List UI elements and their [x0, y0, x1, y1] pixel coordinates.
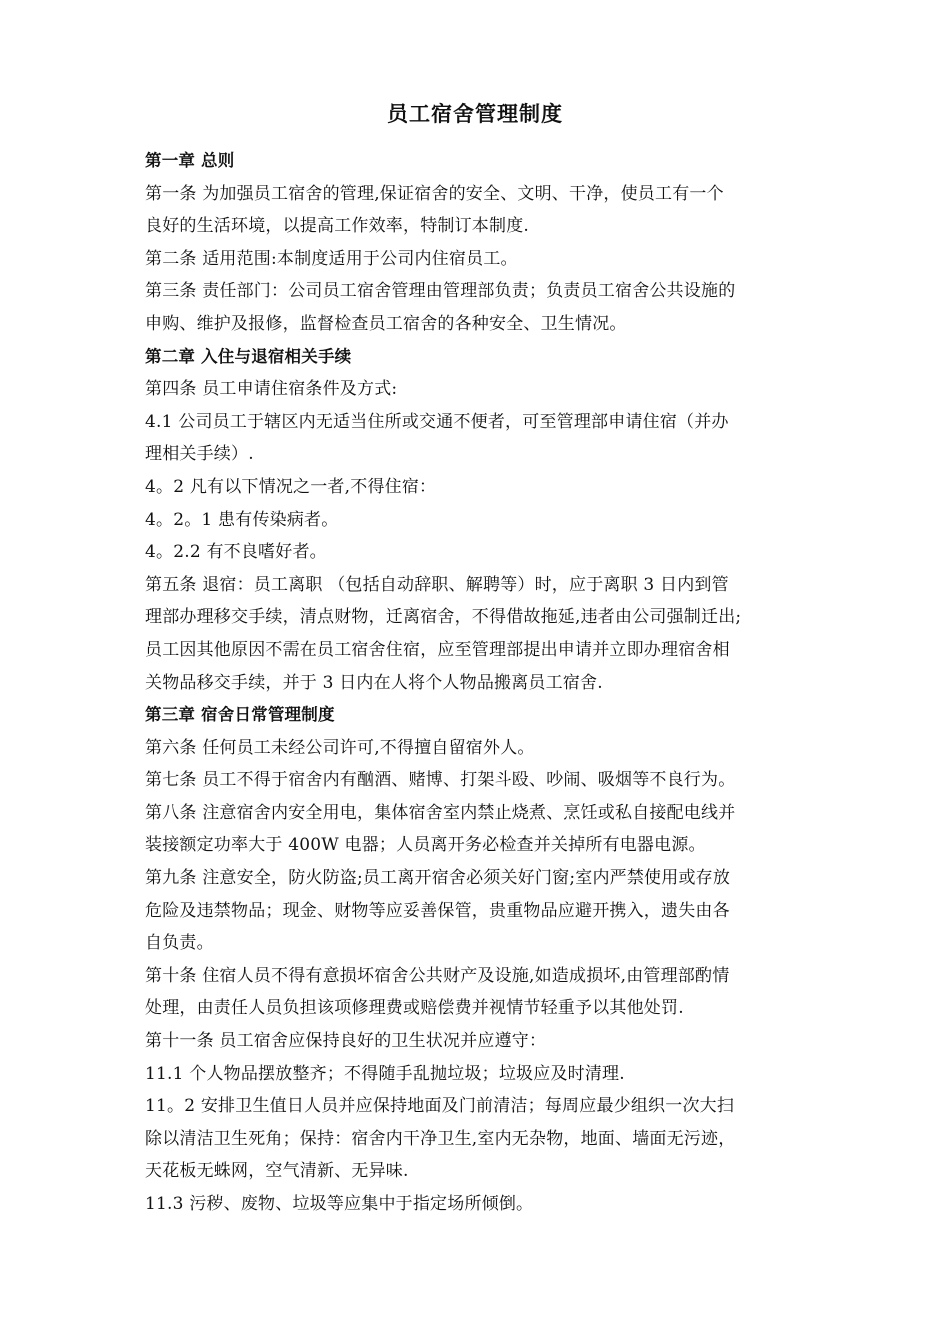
paragraph-line: 4。2.2 有不良嗜好者。: [145, 542, 327, 563]
document-title: 员工宿舍管理制度: [387, 102, 563, 126]
paragraph-line: 关物品移交手续，并于 3 日内在人将个人物品搬离员工宿舍.: [145, 672, 603, 693]
paragraph-line: 理部办理移交手续，清点财物，迁离宿舍，不得借故拖延,违者由公司强制迁出;: [145, 607, 742, 628]
paragraph-line: 第十一条 员工宿舍应保持良好的卫生状况并应遵守：: [145, 1031, 547, 1052]
paragraph-line: 第二条 适用范围:本制度适用于公司内住宿员工。: [145, 248, 518, 269]
paragraph-line: 危险及违禁物品；现金、财物等应妥善保管，贵重物品应避开携入，遗失由各: [145, 900, 730, 921]
paragraph-line: 员工因其他原因不需在员工宿舍住宿，应至管理部提出申请并立即办理宿舍相: [145, 639, 730, 660]
paragraph-line: 第五条 退宿：员工离职 （包括自动辞职、解聘等）时，应于离职 3 日内到管: [145, 574, 729, 595]
chapter-heading: 第三章 宿舍日常管理制度: [145, 705, 335, 725]
paragraph-line: 11.1 个人物品摆放整齐；不得随手乱抛垃圾；垃圾应及时清理.: [145, 1063, 625, 1084]
paragraph-line: 自负责。: [145, 933, 214, 954]
paragraph-line: 处理，由责任人员负担该项修理费或赔偿费并视情节轻重予以其他处罚.: [145, 998, 684, 1019]
paragraph-line: 第四条 员工申请住宿条件及方式:: [145, 379, 398, 400]
paragraph-line: 4。2 凡有以下情况之一者,不得住宿：: [145, 476, 437, 497]
paragraph-line: 11.3 污秽、废物、垃圾等应集中于指定场所倾倒。: [145, 1194, 534, 1214]
paragraph-line: 除以清洁卫生死角；保持：宿舍内干净卫生,室内无杂物，地面、墙面无污迹，: [145, 1128, 736, 1149]
chapter-heading: 第二章 入住与退宿相关手续: [145, 346, 352, 366]
paragraph-line: 11。2 安排卫生值日人员并应保持地面及门前清洁；每周应最少组织一次大扫: [145, 1096, 735, 1117]
paragraph-line: 第六条 任何员工未经公司许可,不得擅自留宿外人。: [145, 737, 535, 758]
document-body: [145, 145, 815, 1221]
chapter-heading: 第一章 总则: [145, 151, 235, 170]
paragraph-line: 第七条 员工不得于宿舍内有酗酒、赌博、打架斗殴、吵闹、吸烟等不良行为。: [145, 770, 736, 791]
paragraph-line: 第九条 注意安全，防火防盗;员工离开宿舍必须关好门窗;室内严禁使用或存放: [145, 868, 731, 889]
paragraph-line: 第八条 注意宿舍内安全用电，集体宿舍室内禁止烧煮、烹饪或私自接配电线并: [145, 802, 736, 823]
paragraph-line: 4。2。1 患有传染病者。: [145, 509, 339, 530]
paragraph-line: 申购、维护及报修，监督检查员工宿舍的各种安全、卫生情况。: [145, 313, 627, 334]
paragraph-line: 第三条 责任部门：公司员工宿舍管理由管理部负责；负责员工宿舍公共设施的: [145, 281, 736, 302]
paragraph-line: 天花板无蛛网，空气清新、无异味.: [145, 1161, 409, 1182]
paragraph-line: 第十条 住宿人员不得有意损坏宿舍公共财产及设施,如造成损坏,由管理部酌情: [145, 965, 730, 986]
paragraph-line: 良好的生活环境，以提高工作效率，特制订本制度.: [145, 216, 530, 237]
paragraph-line: 理相关手续）.: [145, 444, 254, 465]
paragraph-line: 4.1 公司员工于辖区内无适当住所或交通不便者，可至管理部申请住宿（并办: [145, 411, 729, 432]
paragraph-line: 第一条 为加强员工宿舍的管理,保证宿舍的安全、文明、干净，使员工有一个: [145, 183, 724, 204]
paragraph-line: 装接额定功率大于 400W 电器；人员离开务必检查并关掉所有电器电源。: [145, 835, 706, 856]
